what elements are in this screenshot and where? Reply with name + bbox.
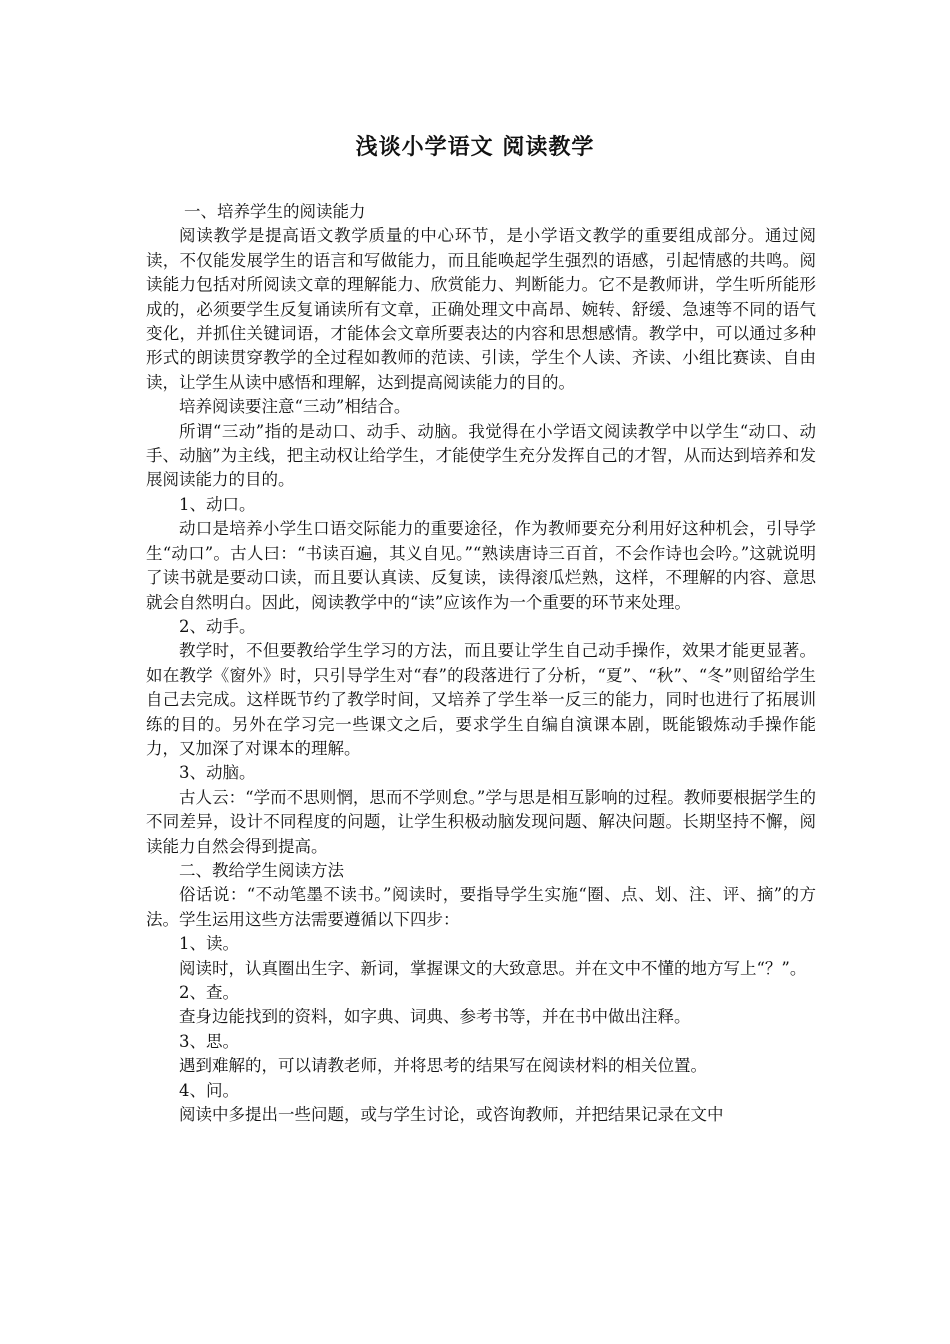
subheading: 3、思。	[179, 1031, 239, 1051]
body-paragraph: 动口是培养小学生口语交际能力的重要途径，作为教师要充分利用好这种机会，引导学生“动口”。古人曰：“书读百遍，其义自见。”“熟读唐诗三百首，不会作诗也会吟。”这就说明了读书就是要动口读，而且要认真读、反复读，读得滚瓜烂熟，这样，不理解的内容、意思就会自然明白。因此，阅读教学中的“读”应该作为一个重要的环节来处理。	[146, 519, 816, 612]
body-paragraph: 古人云：“学而不思则惘，思而不学则怠。”学与思是相互影响的过程。教师要根据学生的不同差异，设计不同程度的问题，让学生积极动脑发现问题、解决问题。长期坚持不懈，阅读能力自然会得到提高。	[146, 787, 816, 856]
body-paragraph: 阅读中多提出一些问题，或与学生讨论，或咨询教师，并把结果记录在文中	[179, 1105, 724, 1125]
body-paragraph: 阅读时，认真圈出生字、新词，掌握课文的大致意思。并在文中不懂的地方写上“？”。	[179, 958, 807, 978]
body-paragraph: 俗话说：“不动笔墨不读书。”阅读时，要指导学生实施“圈、点、划、注、评、摘”的方法。学生运用这些方法需要遵循以下四步：	[146, 885, 816, 929]
subheading: 2、动手。	[179, 616, 256, 636]
body-paragraph: 培养阅读要注意“三动”相结合。	[179, 397, 411, 417]
body-paragraph: 遇到难解的，可以请教老师，并将思考的结果写在阅读材料的相关位置。	[179, 1056, 707, 1076]
subheading: 2、查。	[179, 983, 239, 1002]
subheading: 3、动脑。	[179, 763, 256, 783]
section-heading-2: 二、教给学生阅读方法	[179, 860, 344, 880]
section-heading-1: 一、培养学生的阅读能力	[183, 202, 366, 221]
subheading: 1、动口。	[179, 494, 256, 514]
subheading: 4、问。	[179, 1080, 239, 1100]
body-paragraph: 阅读教学是提高语文教学质量的中心环节，是小学语文教学的重要组成部分。通过阅读，不仅能发展学生的语言和写做能力，而且能唤起学生强烈的语感，引起情感的共鸣。阅读能力包括对所阅读文章的理解能力、欣赏能力、判断能力。它不是教师讲，学生听所能形成的，必须要学生反复诵读所有文章，正确处理文中高昂、婉转、舒缓、急速等不同的语气变化，并抓住关键词语，才能体会文章所要表达的内容和思想感情。教学中，可以通过多种形式的朗读贯穿教学的全过程如教师的范读、引读，学生个人读、齐读、小组比赛读、自由读，让学生从读中感悟和理解，达到提高阅读能力的目的。	[146, 226, 816, 392]
document-body	[146, 200, 816, 1127]
subheading: 1、读。	[179, 934, 239, 954]
body-paragraph: 查身边能找到的资料，如字典、词典、参考书等，并在书中做出注释。	[179, 1007, 691, 1027]
document-title: 浅谈小学语文 阅读教学	[355, 135, 595, 160]
body-paragraph: 所谓“三动”指的是动口、动手、动脑。我觉得在小学语文阅读教学中以学生“动口、动手、动脑”为主线，把主动权让给学生，才能使学生充分发挥自己的才智，从而达到培养和发展阅读能力的目的。	[146, 421, 816, 490]
body-paragraph: 教学时，不但要教给学生学习的方法，而且要让学生自己动手操作，效果才能更显著。如在教学《窗外》时，只引导学生对“春”的段落进行了分析，“夏”、“秋”、“冬”则留给学生自己去完成。这样既节约了教学时间，又培养了学生举一反三的能力，同时也进行了拓展训练的目的。另外在学习完一些课文之后，要求学生自编自演课本剧，既能锻炼动手操作能力，又加深了对课本的理解。	[146, 641, 816, 758]
